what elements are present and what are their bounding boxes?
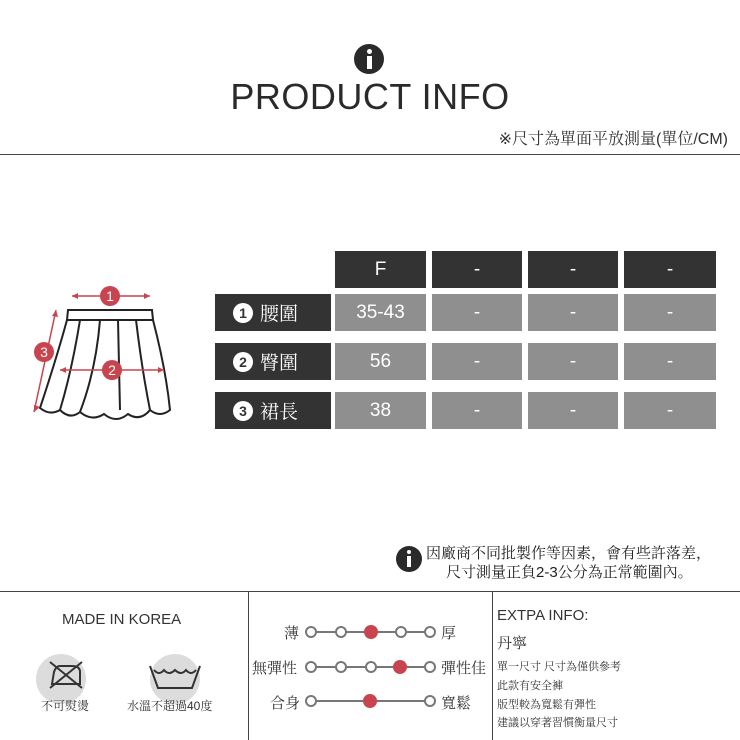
extra-info-line: 版型較為寬鬆有彈性 bbox=[497, 699, 596, 711]
care-label-iron: 不可熨燙 bbox=[41, 699, 90, 713]
marker-2-label: 2 bbox=[108, 362, 116, 378]
extra-info-line: 此款有安全褲 bbox=[497, 680, 563, 692]
tolerance-notice bbox=[426, 544, 711, 582]
scale-thickness-selected bbox=[364, 625, 378, 639]
divider-vertical-2 bbox=[492, 591, 493, 740]
row-number: 1 bbox=[233, 303, 253, 323]
scale-elasticity-left: 無彈性 bbox=[252, 660, 298, 677]
table-cell: - bbox=[624, 392, 716, 429]
scale-dot bbox=[424, 661, 436, 673]
table-cell: 38 bbox=[335, 392, 426, 429]
scale-dot bbox=[305, 626, 317, 638]
scale-elasticity-right: 彈性佳 bbox=[441, 660, 487, 677]
scale-dot bbox=[335, 661, 347, 673]
care-label-wash: 水溫不超過40度 bbox=[127, 699, 213, 713]
scale-thickness-left: 薄 bbox=[284, 625, 300, 642]
column-header-3: - bbox=[528, 251, 618, 288]
scale-dot bbox=[395, 626, 407, 638]
column-header-2: - bbox=[432, 251, 522, 288]
scale-dot bbox=[305, 661, 317, 673]
scale-dot bbox=[365, 661, 377, 673]
table-cell: - bbox=[432, 392, 522, 429]
row-label-hip bbox=[215, 343, 331, 380]
scale-dot bbox=[424, 626, 436, 638]
table-cell: - bbox=[528, 343, 618, 380]
column-header-f: F bbox=[335, 251, 426, 288]
measurement-note: ※尺寸為單面平放測量(單位/CM) bbox=[498, 131, 728, 148]
row-label: 裙長 bbox=[260, 402, 299, 423]
divider-vertical-1 bbox=[248, 591, 249, 740]
row-label-length bbox=[215, 392, 331, 429]
table-cell: - bbox=[432, 343, 522, 380]
extra-info-line: 建議以穿著習慣衡量尺寸 bbox=[497, 717, 618, 729]
page-title: PRODUCT INFO bbox=[230, 76, 510, 117]
scale-thickness-right: 厚 bbox=[441, 625, 457, 642]
table-cell: - bbox=[624, 294, 716, 331]
notice-line-1: 因廠商不同批製作等因素，會有些許落差， bbox=[426, 545, 712, 562]
divider-top bbox=[0, 154, 740, 155]
extra-info-title: EXTPA INFO: bbox=[497, 607, 589, 624]
scale-dot bbox=[305, 695, 317, 707]
marker-3-label: 3 bbox=[40, 344, 48, 360]
row-label: 腰圍 bbox=[260, 304, 299, 325]
notice-line-2: 尺寸測量正負2-3公分為正常範圍內。 bbox=[446, 564, 693, 581]
divider-bottom bbox=[0, 591, 740, 592]
row-label-waist bbox=[215, 294, 331, 331]
table-cell: - bbox=[432, 294, 522, 331]
extra-info-fabric: 丹寧 bbox=[497, 635, 528, 652]
table-cell: - bbox=[528, 294, 618, 331]
row-number: 3 bbox=[233, 401, 253, 421]
no-iron-icon bbox=[46, 658, 86, 692]
skirt-waistband bbox=[67, 310, 153, 320]
scale-fit-selected bbox=[363, 694, 377, 708]
row-label: 臀圍 bbox=[260, 353, 299, 374]
table-cell: 35-43 bbox=[335, 294, 426, 331]
origin-label: MADE IN KOREA bbox=[62, 611, 182, 628]
table-cell: - bbox=[528, 392, 618, 429]
scale-dot bbox=[424, 695, 436, 707]
table-cell: 56 bbox=[335, 343, 426, 380]
extra-info-line: 單一尺寸 尺寸為僅供參考 bbox=[497, 661, 622, 673]
row-number: 2 bbox=[233, 352, 253, 372]
wash-40-icon bbox=[146, 660, 204, 692]
scale-fit-left: 合身 bbox=[270, 695, 301, 712]
scale-fit-right: 寬鬆 bbox=[441, 695, 472, 712]
column-header-4: - bbox=[624, 251, 716, 288]
marker-1-label: 1 bbox=[106, 288, 114, 304]
notice-info-icon bbox=[396, 546, 422, 572]
scale-dot bbox=[335, 626, 347, 638]
skirt-diagram bbox=[20, 280, 180, 440]
table-cell: - bbox=[624, 343, 716, 380]
scale-elasticity-selected bbox=[393, 660, 407, 674]
info-icon bbox=[354, 44, 384, 74]
